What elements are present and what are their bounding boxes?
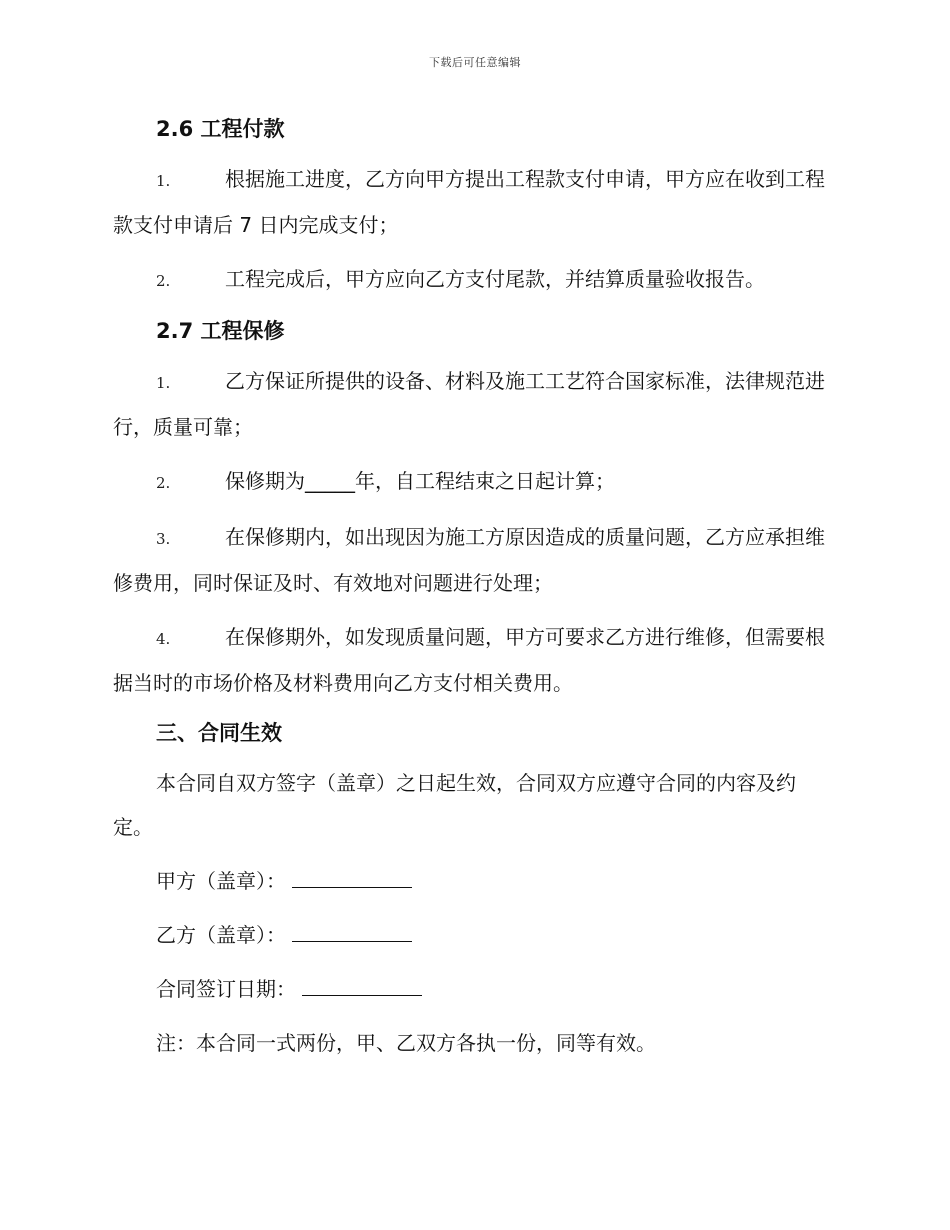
list-number: 4. — [156, 630, 171, 648]
signature-blank-line — [292, 915, 412, 942]
signing-date — [113, 967, 835, 1011]
list-text: 根据施工进度，乙方向甲方提出工程款支付申请，甲方应在收到工程款支付申请后 7 日内完成支付； — [113, 167, 825, 237]
list-text: 工程完成后，甲方应向乙方支付尾款，并结算质量验收报告。 — [225, 267, 765, 291]
contract-note: 注：本合同一式两份，甲、乙双方各执一份，同等有效。 — [156, 1031, 656, 1055]
list-number: 2. — [156, 474, 171, 492]
signature-party-b — [113, 913, 835, 957]
signature-party-a — [113, 859, 835, 903]
signature-label: 乙方（盖章）： — [156, 923, 286, 947]
list-item — [113, 515, 835, 605]
effectiveness-paragraph: 本合同自双方签字（盖章）之日起生效，合同双方应遵守合同的内容及约定。 — [113, 771, 796, 839]
document-body — [113, 111, 835, 1065]
section-heading-2-6: 2.6 工程付款 — [156, 117, 285, 141]
section-heading-3: 三、合同生效 — [156, 721, 282, 745]
list-number: 2. — [156, 272, 171, 290]
list-item — [113, 257, 835, 303]
list-text: 乙方保证所提供的设备、材料及施工工艺符合国家标准，法律规范进行，质量可靠； — [113, 369, 825, 439]
list-text: 在保修期外，如发现质量问题，甲方可要求乙方进行维修，但需要根据当时的市场价格及材料费用向乙方支付相关费用。 — [113, 625, 825, 695]
list-number: 3. — [156, 530, 171, 548]
section-heading-2-7: 2.7 工程保修 — [156, 319, 285, 343]
signature-label: 甲方（盖章）： — [156, 869, 286, 893]
signature-label: 合同签订日期： — [156, 977, 296, 1001]
list-item — [113, 615, 835, 705]
list-item — [113, 359, 835, 449]
list-item — [113, 459, 835, 505]
list-text: 保修期为_____年，自工程结束之日起计算； — [225, 469, 615, 493]
signature-blank-line — [302, 969, 422, 996]
list-number: 1. — [156, 172, 171, 190]
signature-blank-line — [292, 861, 412, 888]
list-item — [113, 157, 835, 247]
list-text: 在保修期内，如出现因为施工方原因造成的质量问题，乙方应承担维修费用，同时保证及时、有效地对问题进行处理； — [113, 525, 825, 595]
list-number: 1. — [156, 374, 171, 392]
page-header-note: 下载后可任意编辑 — [429, 56, 521, 69]
